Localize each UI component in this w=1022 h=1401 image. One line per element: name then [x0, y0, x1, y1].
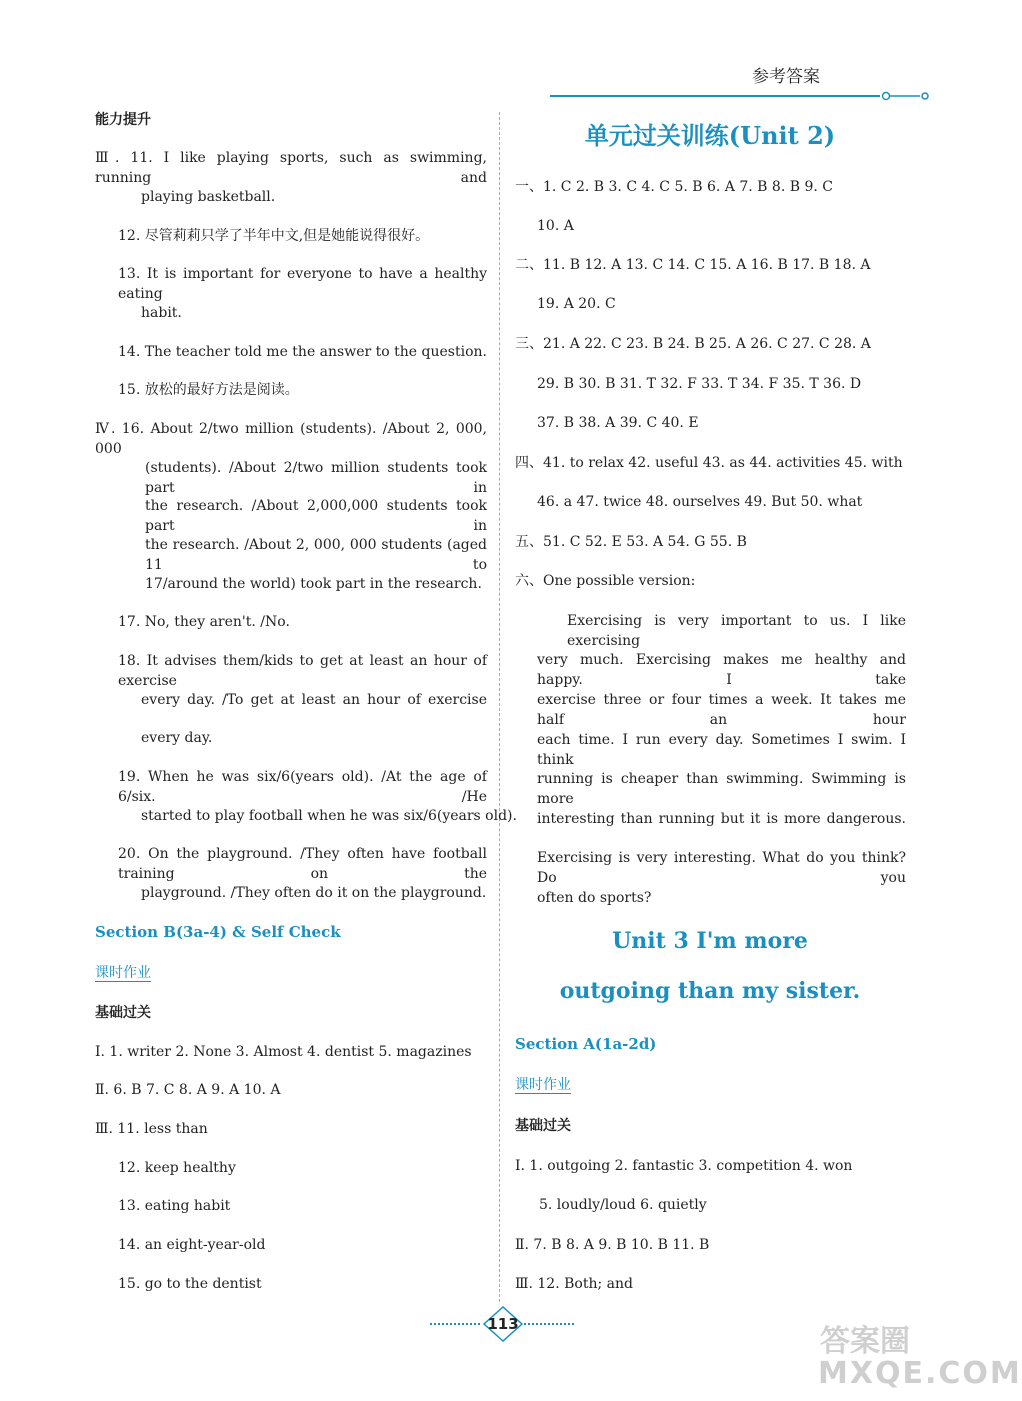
answer-line: Ⅰ. 1. writer 2. None 3. Almost 4. dentist 5. magazines: [95, 1044, 472, 1060]
homework-label: 课时作业: [95, 965, 151, 981]
watermark-logo: 答案圈: [820, 1324, 910, 1359]
section-heading: Section B(3a-4) & Self Check: [95, 923, 341, 941]
answer-line: 5. loudly/loud 6. quietly: [539, 1197, 707, 1213]
answer-line: 15. 放松的最好方法是阅读。: [118, 382, 299, 398]
answer-line: started to play football when he was six/6(years old).: [141, 808, 517, 824]
answer-line: 三、21. A 22. C 23. B 24. B 25. A 26. C 27. C 28. A: [515, 336, 871, 352]
answer-line: 29. B 30. B 31. T 32. F 33. T 34. F 35. T 36. D: [537, 376, 862, 392]
answer-line: Ⅲ. 11. I like playing sports, such as swimming, running and: [95, 150, 487, 186]
answer-line: 13. eating habit: [118, 1198, 231, 1214]
answer-line: Ⅲ. 11. less than: [95, 1121, 208, 1137]
essay-line: exercise three or four times a week. It takes me half an hour: [537, 692, 906, 728]
answer-line: 五、51. C 52. E 53. A 54. G 55. B: [515, 534, 747, 550]
watermark-url: MXQE.COM: [818, 1356, 1022, 1391]
answer-line: 18. It advises them/kids to get at least an hour of exercise: [118, 653, 487, 689]
essay-line: Exercising is very interesting. What do you think? Do you: [537, 850, 906, 886]
homework-label: 课时作业: [515, 1077, 571, 1093]
answer-line: every day. /To get at least an hour of exercise: [141, 692, 487, 708]
answer-line: 19. A 20. C: [537, 296, 616, 312]
answer-line: Ⅲ. 12. Both; and: [515, 1276, 633, 1292]
heading-basic: 基础过关: [95, 1005, 151, 1021]
header-rule: [550, 92, 930, 100]
essay-line: each time. I run every day. Sometimes I swim. I think: [537, 732, 906, 768]
answer-line: Ⅱ. 6. B 7. C 8. A 9. A 10. A: [95, 1082, 281, 1098]
answer-line: 14. an eight-year-old: [118, 1237, 266, 1253]
answer-line: 46. a 47. twice 48. ourselves 49. But 50. what: [537, 494, 863, 510]
answer-line: Ⅳ. 16. About 2/two million (students). /About 2, 000, 000: [95, 421, 487, 457]
unit-title-line2: outgoing than my sister.: [559, 978, 861, 1004]
answer-line: 14. The teacher told me the answer to the question.: [118, 344, 487, 360]
essay-line: running is cheaper than swimming. Swimming is more: [537, 771, 906, 807]
unit-title-line1: Unit 3 I'm more: [612, 928, 808, 954]
page-number: 113: [487, 1315, 519, 1333]
answer-line: the research. /About 2,000,000 students took part in: [145, 498, 487, 534]
answer-line: 13. It is important for everyone to have a healthy eating: [118, 266, 487, 302]
answer-line: playing basketball.: [141, 189, 276, 205]
answer-line: Ⅱ. 7. B 8. A 9. B 10. B 11. B: [515, 1237, 710, 1253]
answer-line: 17/around the world) took part in the research.: [145, 576, 482, 592]
heading-ability: 能力提升: [95, 112, 151, 128]
column-divider: [499, 112, 500, 1302]
answer-line: 10. A: [537, 218, 574, 234]
answer-line: 12. keep healthy: [118, 1160, 236, 1176]
essay-line: Exercising is very important to us. I like exercising: [567, 613, 906, 649]
answer-line: habit.: [141, 305, 182, 321]
answer-line: 15. go to the dentist: [118, 1276, 262, 1292]
answer-line: 17. No, they aren't. /No.: [118, 614, 290, 630]
unit-test-title: 单元过关训练(Unit 2): [584, 121, 836, 150]
answer-line: 19. When he was six/6(years old). /At the age of 6/six. /He: [118, 769, 487, 805]
section-heading: Section A(1a-2d): [515, 1035, 657, 1053]
answer-line: 六、One possible version:: [515, 573, 696, 589]
answer-line: 37. B 38. A 39. C 40. E: [537, 415, 699, 431]
essay-line: often do sports?: [537, 890, 652, 906]
answer-line: 四、41. to relax 42. useful 43. as 44. activities 45. with: [515, 455, 903, 471]
essay-line: very much. Exercising makes me healthy and happy. I take: [537, 652, 906, 688]
answer-line: 一、1. C 2. B 3. C 4. C 5. B 6. A 7. B 8. B 9. C: [515, 179, 833, 195]
essay-line: interesting than running but it is more dangerous.: [537, 811, 906, 827]
answer-line: 20. On the playground. /They often have football training on the: [118, 846, 487, 882]
answer-line: (students). /About 2/two million students took part in: [145, 460, 487, 496]
answer-line: the research. /About 2, 000, 000 students (aged 11 to: [145, 537, 487, 573]
answer-line: 二、11. B 12. A 13. C 14. C 15. A 16. B 17. B 18. A: [515, 257, 871, 273]
answer-line: 12. 尽管莉莉只学了半年中文,但是她能说得很好。: [118, 228, 430, 244]
answer-line: Ⅰ. 1. outgoing 2. fantastic 3. competition 4. won: [515, 1158, 853, 1174]
answer-line: playground. /They often do it on the playground.: [141, 885, 487, 901]
answer-line: every day.: [141, 730, 213, 746]
heading-basic: 基础过关: [515, 1118, 571, 1134]
page-header-title: 参考答案: [752, 67, 820, 87]
